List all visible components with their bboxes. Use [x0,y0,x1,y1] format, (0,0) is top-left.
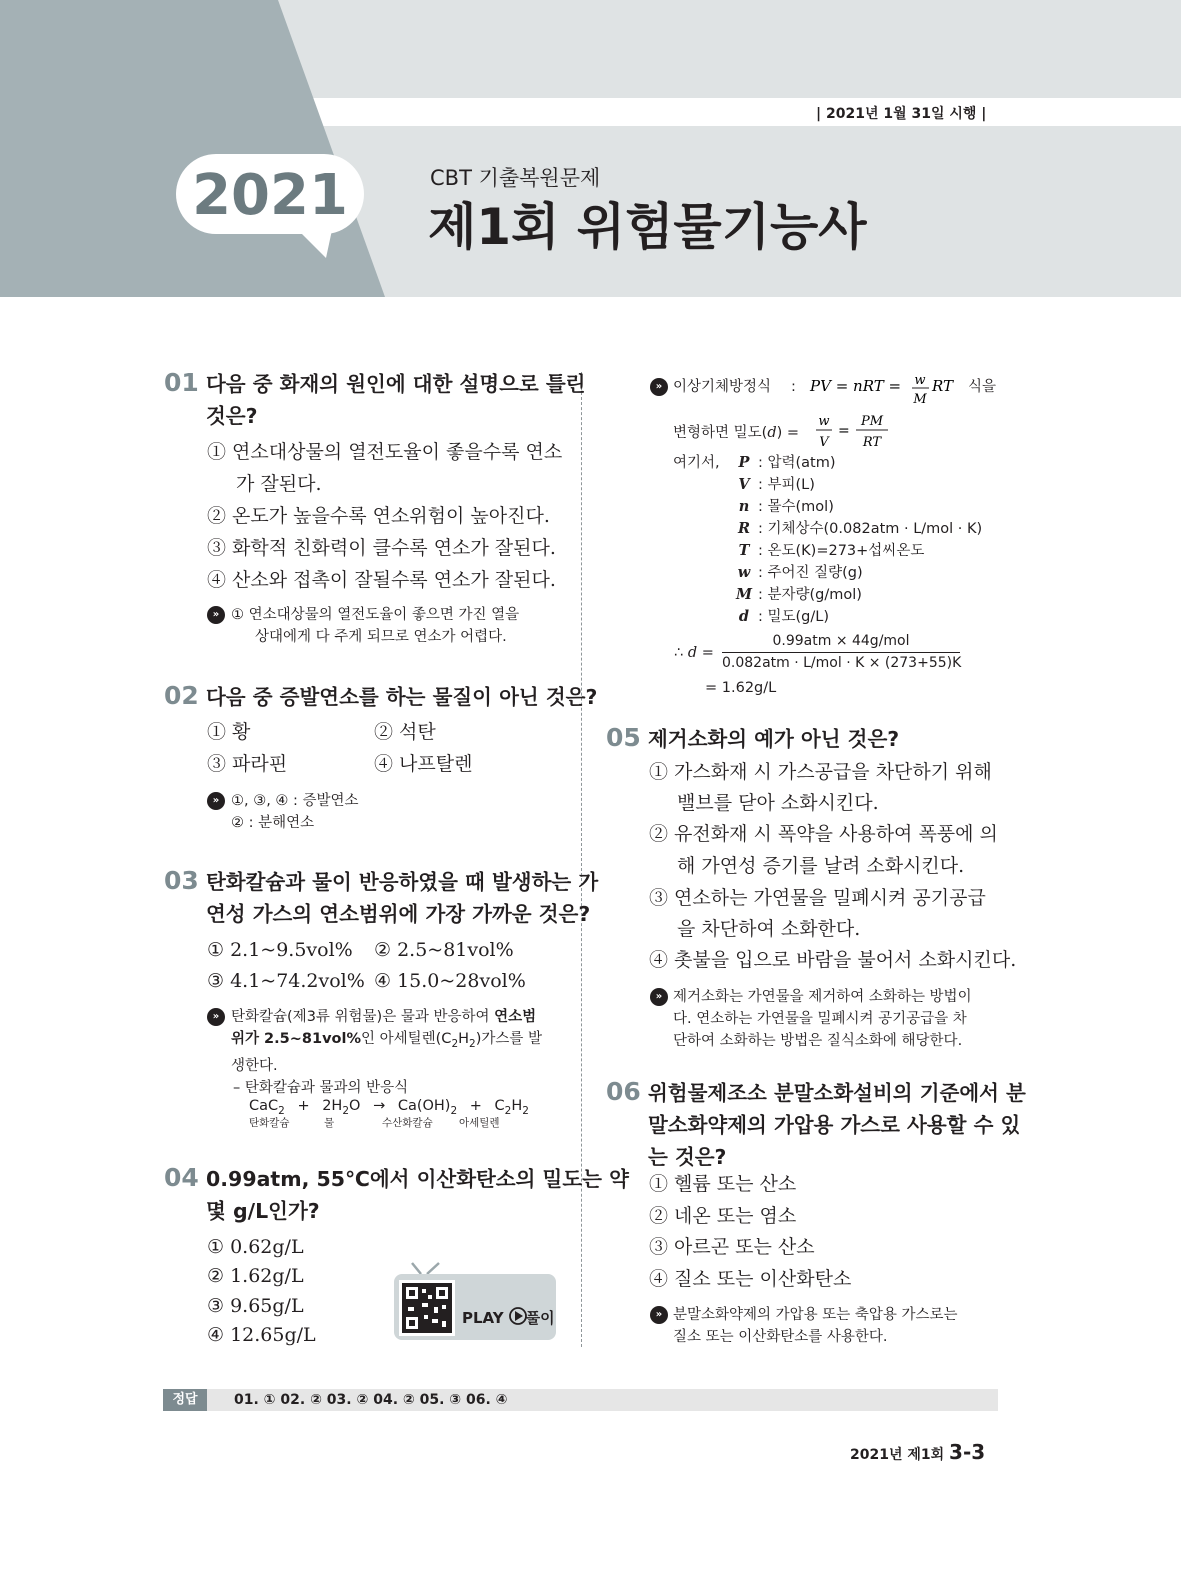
question-number: 05 [606,723,641,752]
explanation-icon: » [650,988,668,1006]
exam-title: 제1회 위험물기능사 [428,198,867,256]
svg-text:M: M [913,392,927,407]
question-text: 탄화칼슘과 물이 반응하였을 때 발생하는 가 연성 가스의 연소범위에 가장 가까운 것은? [206,870,599,926]
play-label[interactable]: PLAY 풀이 [462,1309,555,1327]
explanation-icon: » [650,378,668,396]
where-label: 여기서, [673,455,720,471]
exam-year: 2021 [192,163,348,228]
explanation: 탄화칼슘(제3류 위험물)은 물과 반응하여 연소범 위가 2.5~81vol%인 아세틸렌$(C_2H_2)$가스를 발 생한다. – 탄화칼슘과 물과의 반응식 [231,1009,543,1096]
ideal-gas-equation [808,370,968,410]
option-1-cont: 밸브를 닫아 소화시킨다. [677,792,879,814]
explanation: 제거소화는 가연물을 제거하여 소화하는 방법이 다. 연소하는 가연물을 밀폐시켜 공기공급을 차 단하여 소화하는 방법은 질식소화에 해당한다. [673,989,972,1049]
svg-text:RT: RT [862,435,882,450]
question-text: 0.99atm, 55℃에서 이산화탄소의 밀도는 약 몇 g/L인가? [206,1167,629,1223]
option-4[interactable]: ④ 촛불을 입으로 바람을 불어서 소화시킨다. [649,949,1017,971]
svg-text:w: w [818,414,830,429]
svg-text:V: V [819,435,829,450]
density-formula-label: 변형하면 밀도(d) = [673,425,800,441]
option-1[interactable]: ① 0.62g/L [207,1236,304,1258]
option-2[interactable]: ② 1.62g/L [207,1265,304,1287]
variable-list: P : 압력(atm) V : 부피(L) n : 몰수(mol) R : 기체상수(0.082atm · L/mol · K) T : 온도(K)=273+섭씨온도 w : 주어진 질량(g) M : 분자량(g/mol) d : 밀도(g/L) [735,454,983,625]
svg-text:w: w [914,373,926,388]
option-1[interactable]: ① 헬륨 또는 산소 [649,1173,797,1195]
option-2[interactable]: ② 2.5~81vol% [374,939,514,961]
option-1-cont: 가 잘된다. [236,473,322,495]
explanation: ①, ③, ④ : 증발연소 ② : 분해연소 [231,793,359,831]
exam-subtitle: CBT 기출복원문제 [430,166,601,190]
density-equation [812,408,892,454]
question-number: 01 [164,368,199,397]
density-result: = 1.62g/L [705,680,777,696]
therefore-line: ∴ d = [674,645,714,661]
option-1[interactable]: ① 연소대상물의 열전도율이 좋을수록 연소 [207,441,563,463]
explanation: ① 연소대상물의 열전도율이 좋으면 가진 열을 상대에게 다 주게 되므로 연소가 어렵다. [231,607,520,645]
option-4[interactable]: ④ 15.0~28vol% [374,970,526,992]
option-1[interactable]: ① 가스화재 시 가스공급을 차단하기 위해 [649,761,992,783]
density-numerator: 0.99atm × 44g/mol [772,633,910,649]
explanation-icon: » [207,1008,225,1026]
option-3[interactable]: ③ 9.65g/L [207,1295,304,1317]
option-2[interactable]: ② 석탄 [374,721,436,743]
page-number: 3-3 [949,1440,986,1464]
explanation-icon: » [207,606,225,624]
option-1[interactable]: ① 황 [207,721,251,743]
page-footer: 2021년 제1회 3-3 [850,1440,986,1464]
svg-text:PM: PM [860,414,884,429]
option-4[interactable]: ④ 12.65g/L [207,1324,316,1346]
question-text: 위험물제조소 분말소화설비의 기준에서 분 말소화약제의 가압용 가스로 사용할 수 있 는 것은? [648,1081,1026,1169]
question-text: 다음 중 증발연소를 하는 물질이 아닌 것은? [206,685,598,709]
option-2[interactable]: ② 온도가 높을수록 연소위험이 높아진다. [207,505,550,527]
option-3[interactable]: ③ 아르곤 또는 산소 [649,1236,815,1258]
option-3[interactable]: ③ 화학적 친화력이 클수록 연소가 잘된다. [207,537,556,559]
reaction-equation: $CaC_2 + 2H_2O \to Ca(OH)_2 + C_2H_2$ [249,1098,529,1117]
svg-text:=: = [838,423,850,439]
option-4[interactable]: ④ 나프탈렌 [374,753,473,775]
option-3[interactable]: ③ 연소하는 가연물을 밀폐시켜 공기공급 [649,887,986,909]
question-number: 02 [164,681,199,710]
explanation-icon: » [650,1306,668,1324]
answers-list: 01. ① 02. ② 03. ② 04. ② 05. ③ 06. ④ [234,1392,508,1408]
svg-text:RT: RT [932,377,954,395]
question-text: 제거소화의 예가 아닌 것은? [648,727,900,751]
option-3-cont: 을 차단하여 소화한다. [677,918,861,940]
option-3[interactable]: ③ 4.1~74.2vol% [207,970,365,992]
option-2[interactable]: ② 유전화재 시 폭약을 사용하여 폭풍에 의 [649,823,998,845]
question-number: 06 [606,1077,641,1106]
play-solution-button[interactable] [393,1262,558,1344]
question-text: 다음 중 화재의 원인에 대한 설명으로 틀린 것은? [206,372,586,428]
option-4[interactable]: ④ 질소 또는 이산화탄소 [649,1268,852,1290]
option-3[interactable]: ③ 파라핀 [207,753,288,775]
question-number: 04 [164,1163,199,1192]
question-number: 03 [164,866,199,895]
explanation-icon: » [207,792,225,810]
option-2-cont: 해 가연성 증기를 날려 소화시킨다. [677,855,965,877]
option-4[interactable]: ④ 산소와 접촉이 잘될수록 연소가 잘된다. [207,569,556,591]
option-1[interactable]: ① 2.1~9.5vol% [207,939,353,961]
answers-label: 정답 [163,1389,207,1411]
exam-date: | 2021년 1월 31일 시행 | [816,106,987,122]
density-denominator: 0.082atm · L/mol · K × (273+55)K [722,655,962,671]
ideal-gas-label: 이상기체방정식 [673,379,772,395]
svg-text:PV = nRT =: PV = nRT = [810,377,902,395]
option-2[interactable]: ② 네온 또는 염소 [649,1205,797,1227]
explanation: 분말소화약제의 가압용 또는 축압용 가스로는 질소 또는 이산화탄소를 사용한다. [673,1307,958,1345]
